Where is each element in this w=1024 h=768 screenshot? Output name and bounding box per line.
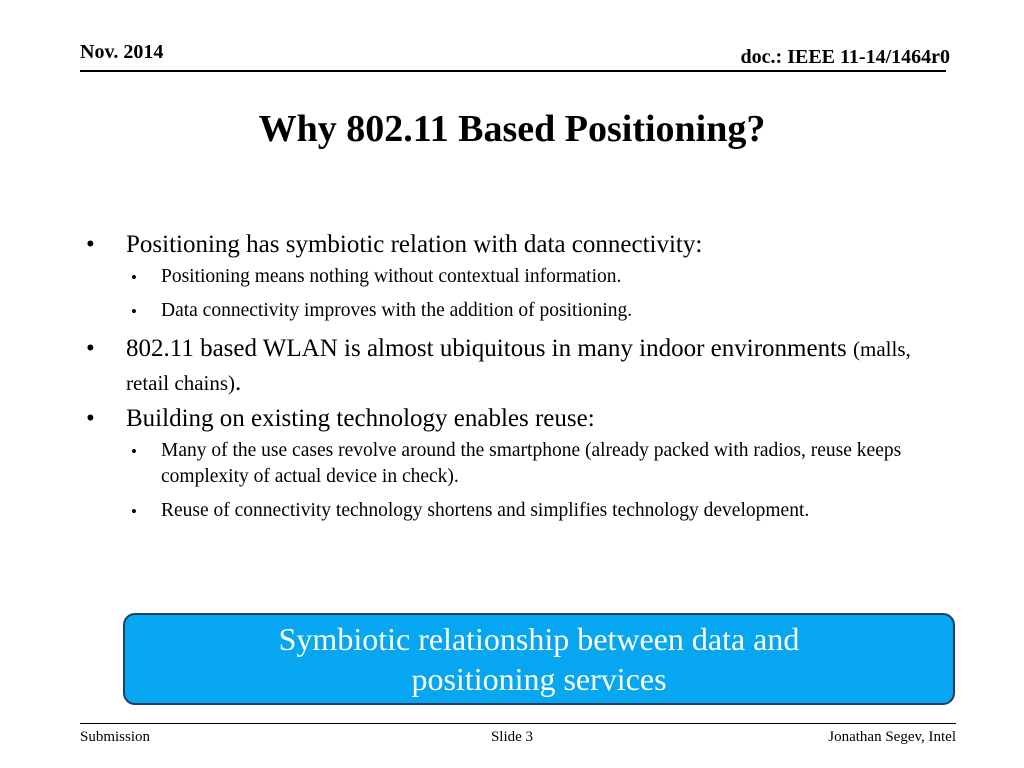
bullet-dot-icon: •: [86, 335, 95, 362]
bullet-2-end: .: [235, 369, 242, 396]
bullet-2-note: (malls, retail chains): [126, 337, 911, 395]
bullet-dot-icon: •: [131, 442, 137, 461]
bullet-2-text: 802.11 based WLAN is almost ubiquitous in many indoor environments: [126, 335, 847, 362]
bullet-2: [86, 332, 946, 400]
bullet-1-sub-2-text: Data connectivity improves with the addition of positioning.: [161, 300, 633, 321]
slide-content: [86, 228, 946, 532]
callout-box: [123, 613, 955, 705]
slide-title: Why 802.11 Based Positioning?: [258, 108, 766, 150]
bullet-3-sub-2: [131, 498, 946, 524]
bullet-dot-icon: •: [131, 268, 137, 287]
bullet-1-sub-2: [131, 298, 946, 324]
bullet-dot-icon: •: [131, 502, 137, 521]
bullet-1-text: Positioning has symbiotic relation with data connectivity:: [126, 231, 703, 258]
bullet-1-sub-1-text: Positioning means nothing without contextual information.: [161, 266, 622, 287]
bullet-1-sub-1: [131, 264, 946, 290]
header-doc-id: doc.: IEEE 11-14/1464r0: [740, 46, 950, 68]
bullet-3-sub-2-text: Reuse of connectivity technology shortens and simplifies technology development.: [161, 500, 810, 521]
bullet-1: [86, 228, 946, 262]
footer-rule: [80, 723, 956, 724]
bullet-3-sub-1-text: Many of the use cases revolve around the smartphone (already packed with radios, reuse keeps complexity of actual device in check).: [161, 440, 902, 487]
callout-text: Symbiotic relationship between data and positioning services: [278, 621, 800, 697]
footer-submission: Submission: [80, 729, 151, 745]
header-date: Nov. 2014: [80, 41, 164, 63]
footer-author: Jonathan Segev, Intel: [828, 729, 956, 745]
bullet-3-text: Building on existing technology enables reuse:: [126, 405, 595, 432]
footer-slide-number: Slide 3: [490, 729, 534, 745]
bullet-3: [86, 402, 946, 436]
bullet-dot-icon: •: [131, 302, 137, 321]
bullet-dot-icon: •: [86, 231, 95, 258]
header-rule: [80, 70, 946, 72]
bullet-3-sub-1: [131, 438, 946, 490]
bullet-dot-icon: •: [86, 405, 95, 432]
